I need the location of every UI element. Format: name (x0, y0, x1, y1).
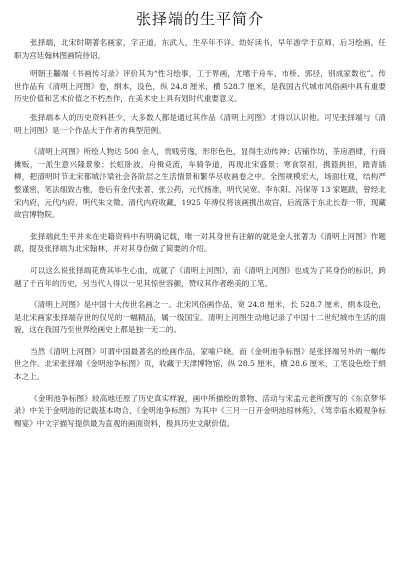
paragraph-evaluation: 明朝王黼端《书画传习录》评价其为“性习绘事，工于界画，尤嗜于舟车、市桥、郭径，别成家数也”。传世作品有《清明上河图》卷，绢本，设色，纵 24.8 厘米，横 528.7 厘米，是我国古代城市风俗画中具有重要历史价值和艺术价值之不朽杰作，在美术史上具有划时代重要意义。 (14, 69, 386, 104)
paragraph-records: 张择端此生平并未在史籍资料中有明确记载，唯一对其身世有注解的就是金人张著为《清明上河图》作题跋，提及张择端为北宋翰林，并对其身份做了简要的介绍。 (14, 231, 386, 254)
paragraph-painting-description: 《清明上河图》所绘人物达 500 余人，贵贱劳逸，形形色色，显得生动传神；店铺作坊、茶房酒肆，行商摊贩，一派生意兴隆景象；长虹卧波，舟楫竞流，车骑争道，再现北宋盛景；寒食祭祖，携篮挑担，踏青插柳，把清明时节北宋都城汴梁社会各阶层之生活情景和繁华尽收画卷之中。全图规模宏大，场面壮观，结构严整谨密，笔法细致古雅，卷后有金代张著、张公药，元代杨准，明代吴宽、李东阳、冯保等 13 家题跋，曾经北宋内府、元代内府、明代朱文徵、清代内府收藏，1925 年溥仪将该画携出故宫，后流落于东北长春一带，现藏故宫博物院。 (14, 147, 386, 220)
paragraph-sources: 张择端本人的历史资料甚少，大多数人都是通过其作品《清明上河图》才得以认识他。可见张择端与《清明上河图》是一个作品大于作者的典型范例。 (14, 112, 386, 135)
paragraph-famous-painting: 《清明上河图》是中国十大传世名画之一。北宋风俗画作品，宽 24.8 厘米，长 528.7 厘米，绢本设色，是北宋画家张择端存世的仅见的一幅精品，属一级国宝。清明上河图生动地记录了中国十二世纪城市生活的面貌，这在我国乃至世界绘画史上都是独一无二的。 (14, 300, 386, 335)
paragraph-historical-value: 《金明池争标图》较高地还原了历史真实样貌，画中所描绘的景物、活动与宋孟元老所撰写的《东京梦华录》中关于金明池的记载基本吻合，《金明池争标图》为其中《三月一日开金明池琼林苑》、《驾幸临水殿观争标赐宴》中文字描写提供最为直观的画面资料，极具历史文献价值。 (14, 393, 386, 428)
paragraph-legacy: 可以这么说张择端花费其毕生心血，成就了《清明上河图》，而《清明上河图》也成为了其身份的标识，跨越了千百年的历史，另当代人得以一见其惊世容颜，赞叹其作者绝美的工笔。 (14, 265, 386, 288)
paragraph-jinming-pool: 当然《清明上河图》可谓中国最著名的绘画作品，家喻户晓。而《金明池争标图》是张择端另外的一幅传世之作。北宋张择端《金明池争标图》页，收藏于天津博物馆，纵 28.5 厘米，横 28.6 厘米，工笔设色绘于绢本之上。 (14, 346, 386, 382)
document-title: 张择端的生平简介 (135, 10, 264, 28)
paragraph-intro: 张择端，北宋时期著名画家，字正道，东武人，生卒年不详。幼好读书，早年游学于京师，后习绘画，任职为宫廷翰林图画院待诏。 (14, 38, 386, 60)
